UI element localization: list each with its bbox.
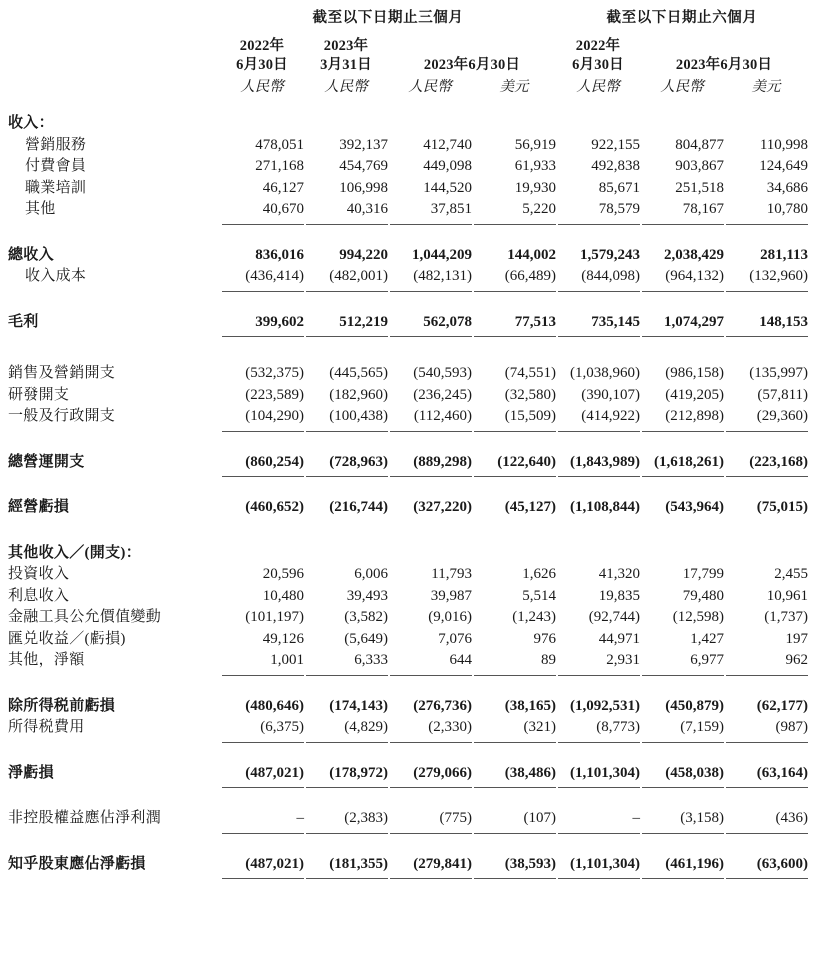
row-value: (327,220) <box>413 499 472 515</box>
row-value: 449,098 <box>423 158 472 174</box>
row-value: 412,740 <box>423 136 472 153</box>
col-0-year: 2022年 <box>239 38 285 54</box>
row-value: (844,098) <box>556 266 640 288</box>
row-value: 110,998 <box>759 136 809 153</box>
header-bottom-spacer <box>8 99 808 113</box>
row-label: 職業培訓 <box>25 179 87 196</box>
table-row <box>8 199 808 221</box>
row-value <box>556 543 640 565</box>
row-value: (276,736) <box>413 697 472 714</box>
row-value: (223,589) <box>245 386 304 403</box>
row-spacer-cell <box>8 519 808 543</box>
col-4-currency: 人民幣 <box>576 79 620 95</box>
row-value: 399,602 <box>220 312 304 334</box>
row-value: (101,197) <box>245 609 304 625</box>
row-value: (450,879) <box>665 697 724 714</box>
row-value: 804,877 <box>675 136 724 153</box>
row-label: 其他收入／(開支)： <box>8 544 141 561</box>
row-value: (458,038) <box>640 763 724 785</box>
row-value: 197 <box>785 630 809 647</box>
col-6-year <box>724 37 808 56</box>
row-label: 收入： <box>8 115 54 131</box>
row-value: (45,127) <box>504 499 556 515</box>
row-value: (174,143) <box>329 697 388 714</box>
row-value: 962 <box>724 650 808 672</box>
col-3-year <box>472 37 556 56</box>
row-value: (5,649) <box>344 630 388 647</box>
col-5-year <box>640 37 724 56</box>
row-value: 10,961 <box>766 587 809 604</box>
col-5-full-date: 2023年6月30日 <box>675 57 773 73</box>
row-label: 非控股權益應佔淨利潤 <box>8 810 162 826</box>
row-value: 46,127 <box>262 179 304 196</box>
row-value: (100,438) <box>304 406 388 428</box>
row-value: (62,177) <box>756 697 809 714</box>
row-value: (414,922) <box>556 406 640 428</box>
table-row <box>8 808 808 830</box>
row-value: (487,021) <box>220 854 304 876</box>
group-header-row <box>8 6 808 37</box>
row-value: (390,107) <box>581 386 640 403</box>
row-label: 所得税費用 <box>8 719 85 735</box>
row-value: (419,205) <box>665 386 724 403</box>
row-value: (532,375) <box>245 365 304 381</box>
row-value: (728,963) <box>304 452 388 474</box>
row-label: 經營虧損 <box>8 499 70 515</box>
row-value <box>556 113 640 135</box>
row-value: (2,330) <box>388 717 472 739</box>
row-label: 其他，淨額 <box>8 652 85 668</box>
row-value: 61,933 <box>514 158 556 174</box>
row-value: 44,971 <box>598 630 640 647</box>
row-value: – <box>220 808 304 830</box>
row-value: (1,243) <box>512 609 556 625</box>
row-value: 562,078 <box>388 312 472 334</box>
row-label: 淨虧損 <box>8 764 54 781</box>
row-value: 19,930 <box>514 179 556 196</box>
row-label: 其他 <box>25 201 56 217</box>
row-value: 124,649 <box>759 158 809 174</box>
col-5-currency: 人民幣 <box>660 79 704 95</box>
row-value: (223,168) <box>724 452 808 474</box>
row-spacer-cell <box>8 333 808 363</box>
row-value: (436,414) <box>220 266 304 288</box>
row-value: 78,167 <box>640 199 724 221</box>
row-value: 77,513 <box>472 312 556 334</box>
row-value <box>640 543 724 565</box>
row-value: (543,964) <box>665 499 724 515</box>
row-value: 2,455 <box>774 566 809 582</box>
row-value: (987) <box>724 717 808 739</box>
table-row <box>8 135 808 157</box>
row-value: 5,514 <box>522 587 556 604</box>
table-row <box>8 245 808 267</box>
row-value: 49,126 <box>262 630 304 647</box>
row-value: 79,480 <box>682 587 724 604</box>
row-value: 903,867 <box>675 158 724 174</box>
row-value: 2,931 <box>556 650 640 672</box>
row-value: 37,851 <box>388 199 472 221</box>
row-value: 144,520 <box>423 179 472 196</box>
row-value: 1,427 <box>690 630 724 647</box>
row-value: 281,113 <box>760 246 809 263</box>
row-value: (38,165) <box>504 697 556 714</box>
row-label: 付費會員 <box>25 158 87 174</box>
row-value: 1,044,209 <box>412 246 472 263</box>
row-value: (775) <box>388 808 472 830</box>
row-value: (461,196) <box>640 854 724 876</box>
row-value: 39,987 <box>430 587 472 604</box>
row-label: 總收入 <box>8 246 54 263</box>
row-value <box>472 113 556 135</box>
row-value: (279,066) <box>388 763 472 785</box>
row-value: 10,480 <box>262 587 304 604</box>
row-label: 毛利 <box>8 313 39 330</box>
row-value: 492,838 <box>591 158 640 174</box>
row-value: 976 <box>533 630 556 647</box>
row-label: 投資收入 <box>8 566 70 582</box>
row-value: (321) <box>472 717 556 739</box>
row-value: (107) <box>472 808 556 830</box>
row-value: (1,618,261) <box>640 452 724 474</box>
row-value: (104,290) <box>220 406 304 428</box>
header-currency-row <box>8 75 808 99</box>
row-value <box>472 543 556 565</box>
row-value: (1,108,844) <box>570 499 640 515</box>
row-value: (1,101,304) <box>556 763 640 785</box>
header-currency-spacer <box>8 75 220 99</box>
row-label: 金融工具公允價值變動 <box>8 609 162 625</box>
row-label: 銷售及營銷開支 <box>8 365 116 381</box>
row-value: 392,137 <box>339 136 388 153</box>
table-row <box>8 763 808 785</box>
row-value: 735,145 <box>556 312 640 334</box>
row-value: (63,164) <box>724 763 808 785</box>
col-0-currency: 人民幣 <box>240 79 284 95</box>
row-value: 56,919 <box>514 136 556 153</box>
row-label: 收入成本 <box>25 268 87 284</box>
row-value: 1,074,297 <box>640 312 724 334</box>
row-value: (63,600) <box>724 854 808 876</box>
row-value <box>220 543 304 565</box>
row-value: (75,015) <box>756 499 809 515</box>
row-value: 85,671 <box>598 179 640 196</box>
row-value: 20,596 <box>262 566 304 582</box>
row-value: (15,509) <box>472 406 556 428</box>
row-value <box>304 543 388 565</box>
row-label: 總營運開支 <box>8 453 85 470</box>
row-value: (460,652) <box>245 499 304 515</box>
row-label: 匯兑收益／(虧損) <box>8 630 126 647</box>
row-value: (482,001) <box>304 266 388 288</box>
row-value: 512,219 <box>304 312 388 334</box>
table-row <box>8 564 808 586</box>
group-header-spacer <box>8 6 220 37</box>
row-value: 6,977 <box>640 650 724 672</box>
col-6-currency: 美元 <box>751 79 781 95</box>
row-label: 研發開支 <box>8 386 70 403</box>
row-value: 7,076 <box>438 630 472 647</box>
table-row <box>8 156 808 178</box>
row-value: (38,593) <box>472 854 556 876</box>
row-value: (487,021) <box>220 763 304 785</box>
table-row <box>8 586 808 608</box>
table-row <box>8 406 808 428</box>
row-value: (986,158) <box>665 365 724 381</box>
row-value: (9,016) <box>428 609 472 625</box>
row-value: 40,316 <box>304 199 388 221</box>
row-value: (1,737) <box>764 609 809 625</box>
row-value: 251,518 <box>675 179 724 196</box>
col-2-currency: 人民幣 <box>408 79 452 95</box>
row-value: (212,898) <box>640 406 724 428</box>
row-spacer <box>8 519 808 543</box>
col-2-year <box>388 37 472 56</box>
table-row <box>8 543 808 565</box>
row-value: 2,038,429 <box>664 246 724 263</box>
table-row <box>8 385 808 407</box>
row-value: (860,254) <box>220 452 304 474</box>
row-value <box>304 113 388 135</box>
row-value: (889,298) <box>388 452 472 474</box>
row-value: (74,551) <box>504 365 556 381</box>
row-value <box>388 543 472 565</box>
table-header <box>8 6 808 113</box>
row-value: (7,159) <box>640 717 724 739</box>
row-value: (6,375) <box>220 717 304 739</box>
table-row <box>8 363 808 385</box>
row-value: (178,972) <box>304 763 388 785</box>
table-row <box>8 266 808 288</box>
row-value: 89 <box>472 650 556 672</box>
table-row <box>8 178 808 200</box>
row-value: (540,593) <box>413 365 472 381</box>
row-value: 994,220 <box>339 246 388 263</box>
row-value: 41,320 <box>598 566 640 582</box>
row-value: (236,245) <box>413 386 472 403</box>
col-2-full-date: 2023年6月30日 <box>423 57 521 73</box>
row-value: 5,220 <box>472 199 556 221</box>
table-row <box>8 497 808 519</box>
col-1-date: 3月31日 <box>320 57 372 73</box>
row-value: (122,640) <box>472 452 556 474</box>
row-value: 39,493 <box>346 587 388 604</box>
row-value <box>388 113 472 135</box>
row-label: 一般及行政開支 <box>8 408 116 424</box>
col-4-year: 2022年 <box>575 38 621 54</box>
group-header-six-months: 截至以下日期止六個月 <box>606 10 758 26</box>
row-value: 106,998 <box>339 179 388 196</box>
row-value: (216,744) <box>329 499 388 515</box>
row-label: 營銷服務 <box>25 136 87 153</box>
row-value: (12,598) <box>672 609 724 625</box>
row-value <box>724 113 808 135</box>
row-value: (482,131) <box>388 266 472 288</box>
row-label: 利息收入 <box>8 587 70 604</box>
row-value: (66,489) <box>472 266 556 288</box>
table-row <box>8 696 808 718</box>
row-value: (4,829) <box>304 717 388 739</box>
income-statement-table <box>8 6 808 875</box>
row-value: (182,960) <box>329 386 388 403</box>
row-value: 271,168 <box>255 158 304 174</box>
row-value: (112,460) <box>388 406 472 428</box>
row-value: 34,686 <box>766 179 809 196</box>
header-year-spacer <box>8 37 220 56</box>
row-value: (135,997) <box>749 365 809 381</box>
col-4-date: 6月30日 <box>572 57 624 73</box>
row-value: (92,744) <box>588 609 640 625</box>
row-value <box>640 113 724 135</box>
row-value: 17,799 <box>682 566 724 582</box>
row-value: (2,383) <box>304 808 388 830</box>
row-value: 148,153 <box>724 312 808 334</box>
row-value <box>220 113 304 135</box>
header-date-row <box>8 56 808 75</box>
table-row <box>8 607 808 629</box>
row-value: (1,843,989) <box>556 452 640 474</box>
row-value: 6,006 <box>354 566 388 582</box>
header-bottom-spacer-cell <box>8 99 808 113</box>
row-value: (964,132) <box>640 266 724 288</box>
row-value: (57,811) <box>757 386 809 403</box>
row-label: 知乎股東應佔淨虧損 <box>8 855 146 872</box>
row-value: 478,051 <box>255 136 304 153</box>
row-value: 10,780 <box>724 199 808 221</box>
col-3-currency: 美元 <box>499 79 529 95</box>
table-row <box>8 113 808 135</box>
row-value: (1,038,960) <box>570 365 640 381</box>
table-row <box>8 717 808 739</box>
row-value: (279,841) <box>388 854 472 876</box>
row-value: 1,001 <box>220 650 304 672</box>
row-value: 644 <box>388 650 472 672</box>
row-value: – <box>556 808 640 830</box>
header-year-row <box>8 37 808 56</box>
row-value: (445,565) <box>329 365 388 381</box>
row-value: 11,793 <box>431 566 472 582</box>
row-value: (436) <box>724 808 808 830</box>
row-value: 78,579 <box>556 199 640 221</box>
row-value: 19,835 <box>598 587 640 604</box>
row-value: (38,486) <box>472 763 556 785</box>
row-value: (181,355) <box>304 854 388 876</box>
row-value: 40,670 <box>220 199 304 221</box>
row-value: (29,360) <box>724 406 808 428</box>
col-1-year: 2023年 <box>323 38 369 54</box>
row-value: 6,333 <box>304 650 388 672</box>
row-value: 1,579,243 <box>580 246 640 263</box>
row-value: (3,582) <box>344 609 388 625</box>
table-row <box>8 854 808 876</box>
header-date-spacer <box>8 56 220 75</box>
row-value: (1,101,304) <box>556 854 640 876</box>
table-body <box>8 113 808 875</box>
row-value: (8,773) <box>556 717 640 739</box>
table-row <box>8 629 808 651</box>
table-row <box>8 312 808 334</box>
row-value: (3,158) <box>640 808 724 830</box>
table-row <box>8 452 808 474</box>
row-value: 144,002 <box>507 246 556 263</box>
row-value: (480,646) <box>245 697 304 714</box>
row-value: 1,626 <box>522 566 556 582</box>
row-value: 454,769 <box>339 158 388 174</box>
row-spacer <box>8 333 808 363</box>
group-header-three-months: 截至以下日期止三個月 <box>312 10 464 26</box>
row-value: (1,092,531) <box>570 697 640 714</box>
row-value: (32,580) <box>504 386 556 403</box>
row-value: 836,016 <box>255 246 304 263</box>
col-1-currency: 人民幣 <box>324 79 368 95</box>
row-label: 除所得税前虧損 <box>8 697 116 714</box>
row-value <box>724 543 808 565</box>
row-value: (132,960) <box>724 266 808 288</box>
row-value: 922,155 <box>591 136 640 153</box>
col-0-date: 6月30日 <box>236 57 288 73</box>
table-row <box>8 650 808 672</box>
